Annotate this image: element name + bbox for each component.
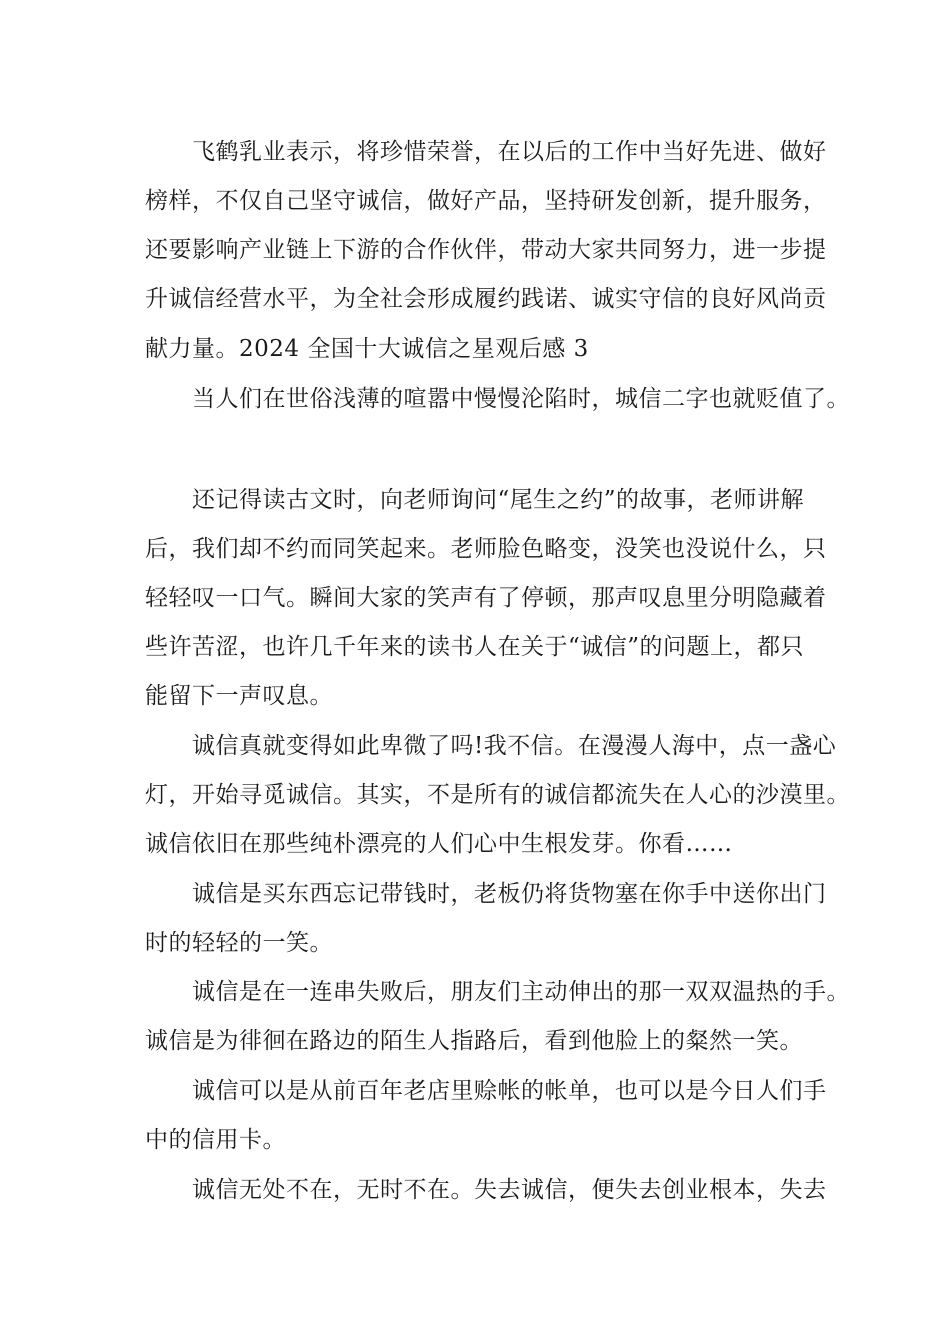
paragraph-line: 后，我们却不约而同笑起来。老师脸色略变，没笑也没说什么，只 (145, 536, 827, 562)
paragraph-line: 诚信真就变得如此卑微了吗!我不信。在漫漫人海中，点一盏心 (192, 733, 837, 759)
paragraph-line: 还要影响产业链上下游的合作伙伴，带动大家共同努力，进一步提 (145, 237, 827, 263)
paragraph-line: 时的轻轻的一笑。 (145, 930, 333, 956)
paragraph-line: 当人们在世俗浅薄的喧嚣中慢慢沦陷时，城信二字也就贬值了。 (192, 386, 850, 412)
paragraph-line: 灯，开始寻觅诚信。其实，不是所有的诚信都流失在人心的沙漠里。 (145, 782, 850, 808)
paragraph-line: 飞鹤乳业表示，将珍惜荣誉，在以后的工作中当好先进、做好 (192, 139, 827, 165)
paragraph-line: 升诚信经营水平，为全社会形成履约践诺、诚实守信的良好风尚贡 (145, 286, 827, 312)
paragraph-line: 中的信用卡。 (145, 1127, 286, 1153)
paragraph-line: 还记得读古文时，向老师询问“尾生之约”的故事，老师讲解 (192, 487, 805, 513)
paragraph-line: 诚信无处不在，无时不在。失去诚信，便失去创业根本，失去 (192, 1177, 827, 1203)
paragraph-line: 诚信是为徘徊在路边的陌生人指路后，看到他脸上的粲然一笑。 (145, 1028, 803, 1054)
paragraph-line: 诚信依旧在那些纯朴漂亮的人们心中生根发芽。你看…… (145, 831, 733, 857)
paragraph-line: 诚信是买东西忘记带钱时，老板仍将货物塞在你手中送你出门 (192, 881, 827, 907)
paragraph-line: 献力量。2024 全国十大诚信之星观后感 3 (145, 336, 589, 362)
paragraph-line: 能留下一声叹息。 (145, 683, 333, 709)
paragraph-line: 些许苦涩，也许几千年来的读书人在关于“诚信”的问题上，都只 (145, 634, 805, 660)
paragraph-line: 轻轻叹一口气。瞬间大家的笑声有了停顿，那声叹息里分明隐藏着 (145, 585, 827, 611)
paragraph-line: 榜样，不仅自己坚守诚信，做好产品，坚持研发创新，提升服务， (145, 188, 827, 214)
paragraph-line: 诚信可以是从前百年老店里赊帐的帐单，也可以是今日人们手 (192, 1078, 827, 1104)
paragraph-line: 诚信是在一连串失败后，朋友们主动伸出的那一双双温热的手。 (192, 979, 850, 1005)
